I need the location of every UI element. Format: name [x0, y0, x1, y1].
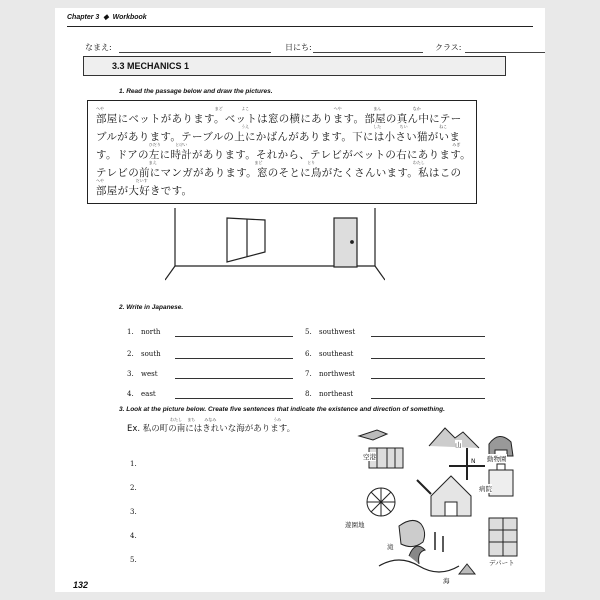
section-title-bar	[83, 56, 506, 76]
window-outline	[227, 218, 265, 262]
name-date-class-row	[85, 42, 525, 54]
date-label: 日にち:	[285, 43, 312, 52]
airplane-icon	[359, 430, 387, 440]
map-label-zoo: 動物園	[487, 455, 507, 463]
answer-line[interactable]	[371, 358, 485, 359]
answer-line[interactable]	[175, 378, 293, 379]
passage-line: ブルがあります。テーブルの上にかばんがあります。下には小さい猫がいま	[96, 131, 461, 143]
room-drawing	[165, 208, 385, 288]
name-field-line[interactable]	[119, 52, 271, 53]
furigana: まど	[214, 106, 223, 111]
door-knob	[351, 241, 354, 244]
map-label-department-store: デパート	[489, 559, 515, 567]
class-field-line[interactable]	[465, 52, 545, 53]
date-field-line[interactable]	[313, 52, 423, 53]
furigana: へや	[96, 178, 104, 183]
map-label-mountain: 山	[455, 441, 462, 449]
answer-line[interactable]	[175, 398, 293, 399]
furigana: みぎ	[452, 142, 461, 147]
answer-line[interactable]	[175, 336, 293, 337]
passage-line: 部屋にベットがあります。ベットは窓の横にあります。部屋の真ん中にテー	[96, 113, 462, 125]
furigana: へや	[96, 106, 104, 111]
furigana: わたし	[412, 160, 425, 165]
sentence-number-2: 2.	[130, 484, 137, 492]
furigana: ねこ	[439, 124, 448, 129]
example-furigana: みなみ	[204, 417, 217, 422]
map-label-amusement-park: 遊園地	[345, 521, 365, 529]
diamond-icon: ◆	[103, 14, 109, 21]
waterfall-icon	[399, 520, 425, 546]
furigana: うえ	[241, 124, 250, 129]
example-furigana: まち	[187, 417, 196, 422]
workbook-page: Chapter 3 ◆ Workbook なまえ: 日にち: クラス: 3.3 MECHANICS 1 1. Read the passage below and draw the pictures. 部屋にベットがあります。ベットは窓の横にあります。部屋の真ん中にテー ブルがあります。テーブルの上にかばんがあります。下には小さい猫がいま す。ドアの左に時計があります。それから、テレビがベットの右にあります。 テレビの前にマンガがあります。窓のそとに鳥がたくさんいます。私はこの 部屋が大好きです。 へや まど よこ へや まん なか うえ した ちい ねこ ひだり とけい みぎ まえ まど とり わたし へや だいす 2. Write in Japanese. 1. north 2. south 3. west 4. east 5. southwest 6. southeast 7. northwest 8. northeast 3. Look at the picture below. Create five sentences that indicate the existence and direction of something. Ex. 私の町の南にはきれいな海があります。 わたし まち みなみ うみ 1. 2. 3. 4. 5. 空港 山 動物園 N 病院 遊園地 滝 デパート 海 132	[55, 8, 545, 592]
furigana: とけい	[175, 142, 188, 147]
chapter-label: Chapter 3	[67, 14, 100, 21]
passage-line: す。ドアの左に時計があります。それから、テレビがベットの右にあります。	[96, 149, 471, 161]
map-label-hospital: 病院	[479, 485, 492, 493]
sailboat-icon	[459, 564, 475, 574]
hospital-icon	[489, 470, 513, 496]
furigana: よこ	[241, 106, 250, 111]
furigana: だいす	[135, 178, 148, 183]
answer-line[interactable]	[175, 358, 293, 359]
sentence-number-3: 3.	[130, 508, 137, 516]
workbook-label: Workbook	[112, 14, 147, 21]
example-furigana: うみ	[273, 417, 282, 422]
town-map-picture	[339, 424, 525, 590]
sentence-number-4: 4.	[130, 532, 137, 540]
furigana: まえ	[148, 160, 157, 165]
class-label: クラス:	[435, 43, 462, 52]
reading-passage-box	[87, 100, 477, 204]
furigana: とり	[307, 160, 316, 165]
passage-line: テレビの前にマンガがあります。窓のそとに鳥がたくさんいます。私はこの	[96, 167, 462, 179]
furigana: した	[373, 124, 382, 129]
passage-line: 部屋が大好きです。	[96, 185, 193, 197]
furigana: へや	[333, 106, 342, 111]
example-sentence: Ex. 私の町の南にはきれいな海があります。 わたし まち みなみ うみ	[127, 417, 296, 434]
map-label-airport: 空港	[363, 453, 376, 461]
sentence-number-5: 5.	[130, 556, 137, 564]
furigana: まど	[254, 160, 263, 165]
answer-line[interactable]	[371, 398, 485, 399]
map-label-compass-north: N	[471, 458, 476, 465]
page-header	[67, 10, 533, 27]
mountain-icon	[429, 428, 479, 448]
map-label-sea: 海	[443, 577, 450, 585]
palm-tree-icon	[409, 546, 425, 564]
furigana: なか	[412, 106, 421, 111]
q2-instruction: 2. Write in Japanese.	[119, 304, 184, 311]
sentence-number-1: 1.	[130, 460, 137, 468]
furigana: ちい	[399, 124, 408, 129]
name-label: なまえ:	[85, 43, 112, 52]
q3-instruction: 3. Look at the picture below. Create five sentences that indicate the existence and direction of something.	[119, 406, 445, 413]
furigana: まん	[373, 106, 382, 111]
answer-line[interactable]	[371, 378, 485, 379]
map-label-waterfall: 滝	[387, 543, 394, 551]
section-title: 3.3 MECHANICS 1	[112, 61, 190, 71]
furigana: ひだり	[148, 142, 161, 147]
example-furigana: わたし	[170, 417, 182, 422]
q1-instruction: 1. Read the passage below and draw the pictures.	[119, 88, 273, 95]
answer-line[interactable]	[371, 336, 485, 337]
page-number: 132	[73, 580, 89, 590]
